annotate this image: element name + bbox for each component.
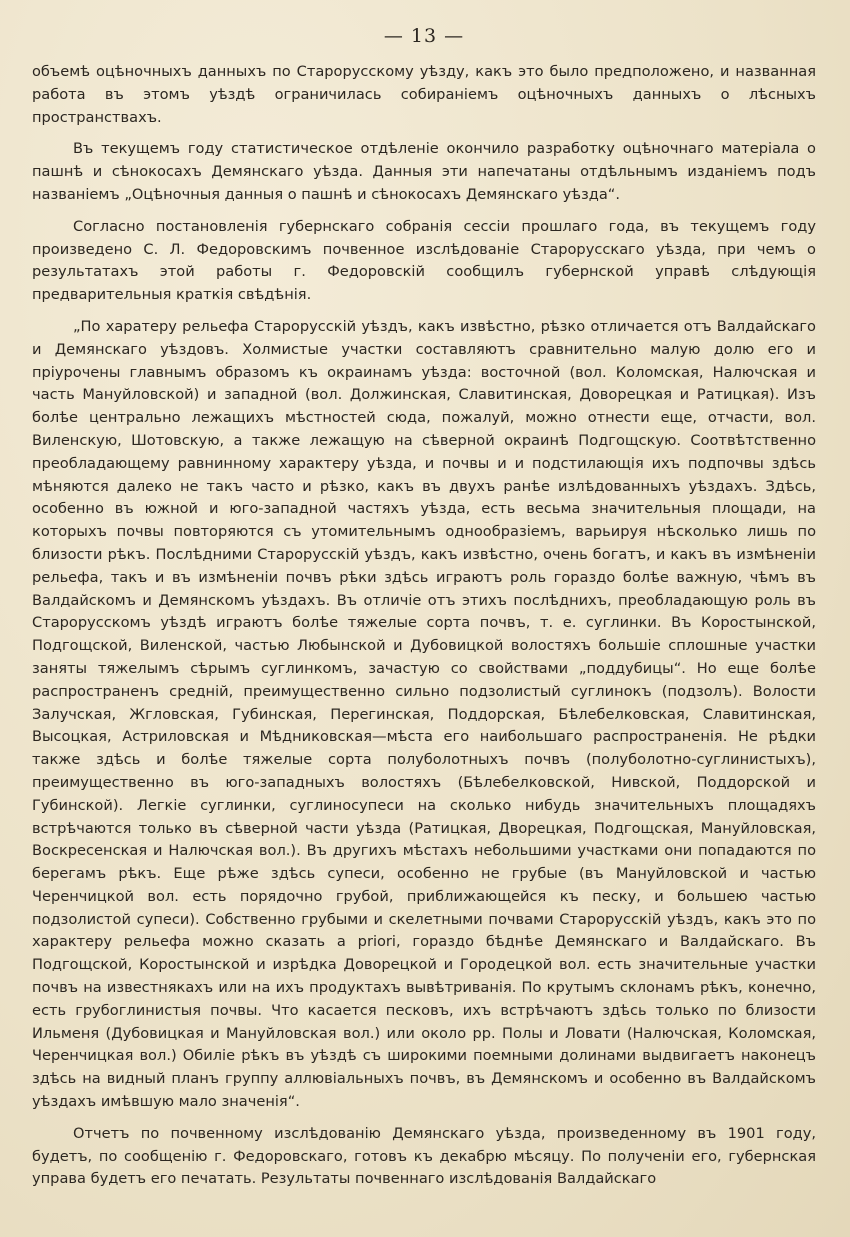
paragraph-soil-survey-intro: Согласно постановленія губернскаго собранія сессіи прошлаго года, въ текущемъ году произведено С. Л. Федоровскимъ почвенное изслѣдованіе Старорусскаго уѣзда, при чемъ о результатахъ этой работы г. Федоровскій сообщилъ губернской управѣ слѣдующія предварительныя краткія свѣдѣнія. (32, 217, 816, 304)
paragraph-demyansk-valuation: Въ текущемъ году статистическое отдѣленіе окончило разработку оцѣночнаго матеріала о пашнѣ и сѣнокосахъ Демянскаго уѣзда. Данныя эти напечатаны отдѣльнымъ изданіемъ подъ названіемъ „Оцѣночныя данныя о пашнѣ и сѣнокосахъ Демянскаго уѣзда“. (32, 140, 816, 203)
body-text (32, 61, 816, 1191)
paragraph-soil-report-quote: „По харатеру рельефа Старорусскій уѣздъ, какъ извѣстно, рѣзко отличается отъ Валдайскаго и Демянскаго уѣздовъ. Холмистые участки составляютъ сравнительно малую долю его и пріурочены главнымъ образомъ къ окраинамъ уѣзда: восточной (вол. Коломская, Налючская и часть Мануйловской) и западной (вол. Должинская, Славитинская, Доворецкая и Ратицкая). Изъ болѣе центрально лежащихъ мѣстностей сюда, пожалуй, можно отнести еще, отчасти, вол. Виленскую, Шотовскую, а также лежащую на сѣверной окраинѣ Подгощскую. Соотвѣтственно преобладающему равнинному характеру уѣзда, и почвы и и подстилающія ихъ подпочвы здѣсь мѣняются далеко не такъ часто и рѣзко, какъ въ двухъ ранѣе излѣдованныхъ уѣздахъ. Здѣсь, особенно въ южной и юго-западной частяхъ уѣзда, есть весьма значительныя площади, на которыхъ почвы повторяются съ утомительнымъ однообразіемъ, варьируя нѣсколько лишь по близости рѣкъ. Послѣдними Старорусскій уѣздъ, какъ извѣстно, очень богатъ, и какъ въ измѣненіи рельефа, такъ и въ измѣненіи почвъ рѣки здѣсь играютъ роль гораздо болѣе важную, чѣмъ въ Валдайскомъ и Демянскомъ уѣздахъ. Въ отличіе отъ этихъ послѣднихъ, преобладающую роль въ Старорусскомъ уѣздѣ играютъ болѣе тяжелые сорта почвъ, т. е. суглинки. Въ Коростынской, Подгощской, Виленской, частью Любынской и Дубовицкой волостяхъ большіе сплошные участки заняты тяжелымъ сѣрымъ суглинкомъ, зачастую со свойствами „поддубицы“. Но еще болѣе распространенъ средній, преимущественно сильно подзолистый суглинокъ (подзолъ). Волости Залучская, Жгловская, Губинская, Перегинская, Поддорская, Бѣлебелковская, Славитинская, Высоцкая, Астриловская и Мѣдниковская—мѣста его наибольшаго распространенія. Не рѣдки также здѣсь и болѣе тяжелые сорта полуболотныхъ почвъ (полуболотно-суглинистыхъ), преимущественно въ юго-западныхъ волостяхъ (Бѣлебелковской, Нивской, Поддорской и Губинской). Легкіе суглинки, суглиносупеси на сколько нибудь значительныхъ площадяхъ встрѣчаются только въ сѣверной части уѣзда (Ратицкая, Дворецкая, Подгощская, Мануйловская, Воскресенская и Налючская вол.). Въ другихъ мѣстахъ небольшими участками они попадаются по берегамъ рѣкъ. Еще рѣже здѣсь супеси, особенно не грубые (въ Мануйловской и частью Черенчицкой вол. есть порядочно грубой, приближающейся къ песку, и большею частью подзолистой супеси). Собственно грубыми и скелетными почвами Старорусскій уѣздъ, какъ это по характеру рельефа можно сказать a priori, гораздо бѣднѣе Демянскаго и Валдайскаго. Въ Подгощской, Коростынской и изрѣдка Доворецкой и Городецкой вол. есть значительные участки почвъ на известнякахъ или на ихъ продуктахъ вывѣтриванія. По крутымъ склонамъ рѣкъ, конечно, есть грубоглинистыя почвы. Что касается песковъ, ихъ встрѣчаютъ здѣсь только по близости Ильменя (Дубовицкая и Мануйловская вол.) или около рр. Полы и Ловати (Налючская, Коломская, Черенчицкая вол.) Обиліе рѣкъ въ уѣздѣ съ широкими поемными долинами выдвигаетъ наконецъ здѣсь на видный планъ группу аллювіальныхъ почвъ, въ Демянскомъ и особенно въ Валдайскомъ уѣздахъ имѣвшую мало значенія“. (32, 317, 816, 1111)
paragraph-continuation: объемѣ оцѣночныхъ данныхъ по Старорусскому уѣзду, какъ это было предположено, и названная работа въ этомъ уѣздѣ ограничилась собираніемъ оцѣночныхъ данныхъ о лѣсныхъ пространствахъ. (32, 63, 816, 126)
paragraph-report-status: Отчетъ по почвенному изслѣдованію Демянскаго уѣзда, произведенному въ 1901 году, будетъ, по сообщенію г. Федоровскаго, готовъ къ декабрю мѣсяцу. По полученіи его, губернская управа будетъ его печатать. Результаты почвеннаго изслѣдованія Валдайскаго (32, 1124, 816, 1188)
page-number: — 13 — (383, 25, 465, 47)
